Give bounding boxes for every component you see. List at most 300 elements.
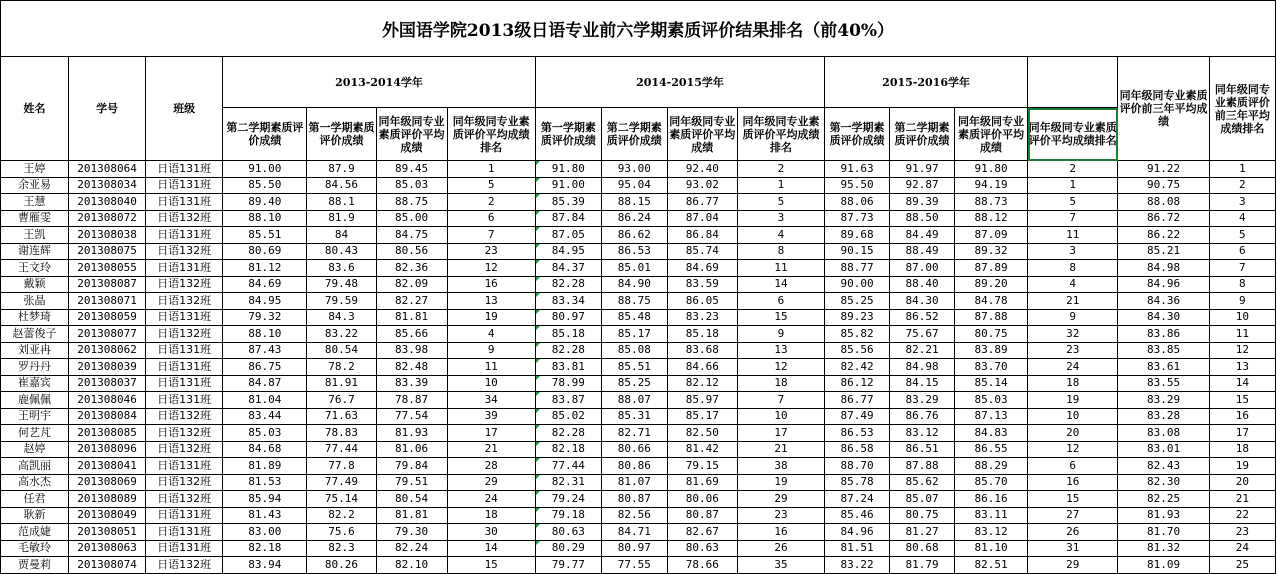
cell-y2-avg[interactable]: 78.66 bbox=[667, 557, 737, 574]
cell-y2-avg[interactable]: 81.69 bbox=[667, 474, 737, 491]
cell-y2-rank[interactable]: 1 bbox=[737, 177, 824, 194]
cell-y2-avg[interactable]: 86.84 bbox=[667, 227, 737, 244]
cell-y1-avg[interactable]: 82.24 bbox=[376, 540, 447, 557]
cell-y2-rank[interactable]: 38 bbox=[737, 458, 824, 475]
cell-y3-rank[interactable]: 5 bbox=[1028, 194, 1118, 211]
cell-y3-sem1[interactable]: 84.96 bbox=[825, 524, 890, 541]
cell-y2-sem1[interactable]: 82.28 bbox=[535, 342, 601, 359]
cell-y2-sem1[interactable]: 85.02 bbox=[535, 408, 601, 425]
cell-y2-rank[interactable]: 13 bbox=[737, 342, 824, 359]
cell-y1-sem1[interactable]: 83.22 bbox=[307, 326, 376, 343]
cell-three-year-rank[interactable]: 6 bbox=[1209, 243, 1275, 260]
cell-y2-sem2[interactable]: 84.71 bbox=[601, 524, 667, 541]
cell-name[interactable]: 鹿佩佩 bbox=[1, 392, 69, 409]
cell-three-year-rank[interactable]: 17 bbox=[1209, 425, 1275, 442]
cell-y2-sem1[interactable]: 77.44 bbox=[535, 458, 601, 475]
cell-y2-sem1[interactable]: 84.95 bbox=[535, 243, 601, 260]
cell-y3-sem1[interactable]: 87.73 bbox=[825, 210, 890, 227]
cell-y3-avg[interactable]: 87.09 bbox=[955, 227, 1028, 244]
cell-y3-sem2[interactable]: 87.88 bbox=[890, 458, 955, 475]
cell-student-id[interactable]: 201308063 bbox=[69, 540, 146, 557]
cell-y3-sem1[interactable]: 85.46 bbox=[825, 507, 890, 524]
cell-y3-sem1[interactable]: 85.25 bbox=[825, 293, 890, 310]
cell-y2-sem1[interactable]: 85.39 bbox=[535, 194, 601, 211]
cell-three-year-rank[interactable]: 8 bbox=[1209, 276, 1275, 293]
header-y1-col1[interactable]: 第二学期素质评价成绩 bbox=[223, 108, 307, 161]
cell-y3-avg[interactable]: 94.19 bbox=[955, 177, 1028, 194]
cell-student-id[interactable]: 201308069 bbox=[69, 474, 146, 491]
cell-name[interactable]: 余亚易 bbox=[1, 177, 69, 194]
cell-y2-sem2[interactable]: 80.97 bbox=[601, 540, 667, 557]
cell-y1-avg[interactable]: 82.09 bbox=[376, 276, 447, 293]
cell-y3-sem2[interactable]: 88.40 bbox=[890, 276, 955, 293]
cell-class[interactable]: 日语132班 bbox=[146, 243, 223, 260]
cell-y1-rank[interactable]: 19 bbox=[447, 309, 535, 326]
cell-class[interactable]: 日语131班 bbox=[146, 161, 223, 178]
cell-three-year-avg[interactable]: 81.93 bbox=[1118, 507, 1209, 524]
cell-y1-sem2[interactable]: 81.89 bbox=[223, 458, 307, 475]
cell-y3-avg[interactable]: 83.11 bbox=[955, 507, 1028, 524]
cell-y2-avg[interactable]: 85.17 bbox=[667, 408, 737, 425]
cell-y3-avg[interactable]: 91.80 bbox=[955, 161, 1028, 178]
cell-y3-avg[interactable]: 88.73 bbox=[955, 194, 1028, 211]
cell-y2-rank[interactable]: 7 bbox=[737, 392, 824, 409]
cell-y1-rank[interactable]: 10 bbox=[447, 375, 535, 392]
cell-y1-rank[interactable]: 39 bbox=[447, 408, 535, 425]
cell-student-id[interactable]: 201308096 bbox=[69, 441, 146, 458]
cell-y1-sem1[interactable]: 82.3 bbox=[307, 540, 376, 557]
cell-y1-sem1[interactable]: 81.9 bbox=[307, 210, 376, 227]
cell-y2-sem1[interactable]: 79.18 bbox=[535, 507, 601, 524]
cell-y2-rank[interactable]: 23 bbox=[737, 507, 824, 524]
cell-class[interactable]: 日语132班 bbox=[146, 491, 223, 508]
cell-y1-rank[interactable]: 24 bbox=[447, 491, 535, 508]
cell-y1-avg[interactable]: 82.27 bbox=[376, 293, 447, 310]
cell-y3-rank[interactable]: 3 bbox=[1028, 243, 1118, 260]
cell-student-id[interactable]: 201308072 bbox=[69, 210, 146, 227]
cell-y1-sem1[interactable]: 80.26 bbox=[307, 557, 376, 574]
cell-y1-sem2[interactable]: 81.53 bbox=[223, 474, 307, 491]
cell-y1-rank[interactable]: 14 bbox=[447, 540, 535, 557]
cell-y2-avg[interactable]: 82.67 bbox=[667, 524, 737, 541]
cell-y3-avg[interactable]: 83.12 bbox=[955, 524, 1028, 541]
cell-y3-avg[interactable]: 83.89 bbox=[955, 342, 1028, 359]
cell-name[interactable]: 刘亚冉 bbox=[1, 342, 69, 359]
cell-y1-sem2[interactable]: 85.50 bbox=[223, 177, 307, 194]
cell-y3-rank[interactable]: 19 bbox=[1028, 392, 1118, 409]
cell-y3-sem2[interactable]: 83.29 bbox=[890, 392, 955, 409]
cell-three-year-rank[interactable]: 11 bbox=[1209, 326, 1275, 343]
cell-y2-sem1[interactable]: 84.37 bbox=[535, 260, 601, 277]
cell-student-id[interactable]: 201308071 bbox=[69, 293, 146, 310]
header-y1-col2[interactable]: 第一学期素质评价成绩 bbox=[307, 108, 376, 161]
cell-y2-avg[interactable]: 83.23 bbox=[667, 309, 737, 326]
cell-y3-rank[interactable]: 6 bbox=[1028, 458, 1118, 475]
cell-y3-sem2[interactable]: 84.30 bbox=[890, 293, 955, 310]
cell-y2-sem1[interactable]: 82.18 bbox=[535, 441, 601, 458]
cell-y2-rank[interactable]: 16 bbox=[737, 524, 824, 541]
cell-three-year-rank[interactable]: 5 bbox=[1209, 227, 1275, 244]
cell-three-year-avg[interactable]: 84.96 bbox=[1118, 276, 1209, 293]
cell-y3-rank[interactable]: 31 bbox=[1028, 540, 1118, 557]
cell-y1-rank[interactable]: 7 bbox=[447, 227, 535, 244]
cell-y2-sem2[interactable]: 88.07 bbox=[601, 392, 667, 409]
cell-name[interactable]: 范成婕 bbox=[1, 524, 69, 541]
cell-y3-sem1[interactable]: 91.63 bbox=[825, 161, 890, 178]
header-y3-col1[interactable]: 第一学期素质评价成绩 bbox=[825, 108, 890, 161]
cell-y3-sem1[interactable]: 85.78 bbox=[825, 474, 890, 491]
cell-y3-avg[interactable]: 85.03 bbox=[955, 392, 1028, 409]
cell-y1-sem1[interactable]: 84.3 bbox=[307, 309, 376, 326]
cell-y2-avg[interactable]: 86.77 bbox=[667, 194, 737, 211]
cell-class[interactable]: 日语131班 bbox=[146, 540, 223, 557]
cell-y3-sem2[interactable]: 82.21 bbox=[890, 342, 955, 359]
cell-student-id[interactable]: 201308074 bbox=[69, 557, 146, 574]
cell-y1-sem1[interactable]: 77.44 bbox=[307, 441, 376, 458]
cell-y3-rank[interactable]: 11 bbox=[1028, 227, 1118, 244]
cell-name[interactable]: 何艺芃 bbox=[1, 425, 69, 442]
cell-y3-sem2[interactable]: 86.76 bbox=[890, 408, 955, 425]
cell-y2-rank[interactable]: 26 bbox=[737, 540, 824, 557]
cell-name[interactable]: 崔嘉宾 bbox=[1, 375, 69, 392]
cell-y2-avg[interactable]: 93.02 bbox=[667, 177, 737, 194]
cell-three-year-avg[interactable]: 84.30 bbox=[1118, 309, 1209, 326]
cell-y3-sem1[interactable]: 85.56 bbox=[825, 342, 890, 359]
cell-y2-sem2[interactable]: 80.66 bbox=[601, 441, 667, 458]
cell-y2-avg[interactable]: 80.63 bbox=[667, 540, 737, 557]
cell-name[interactable]: 曹雁雯 bbox=[1, 210, 69, 227]
cell-y2-sem1[interactable]: 79.77 bbox=[535, 557, 601, 574]
cell-y2-rank[interactable]: 35 bbox=[737, 557, 824, 574]
cell-y3-sem1[interactable]: 88.77 bbox=[825, 260, 890, 277]
header-empty-cell[interactable] bbox=[1028, 57, 1118, 108]
header-three-year-average[interactable]: 同年级同专业素质评价前三年平均成绩 bbox=[1118, 57, 1209, 161]
cell-three-year-avg[interactable]: 86.22 bbox=[1118, 227, 1209, 244]
cell-y1-sem2[interactable]: 87.43 bbox=[223, 342, 307, 359]
cell-three-year-avg[interactable]: 83.01 bbox=[1118, 441, 1209, 458]
cell-y2-sem1[interactable]: 82.31 bbox=[535, 474, 601, 491]
cell-y3-rank[interactable]: 1 bbox=[1028, 177, 1118, 194]
cell-y2-rank[interactable]: 21 bbox=[737, 441, 824, 458]
cell-y2-sem2[interactable]: 86.53 bbox=[601, 243, 667, 260]
cell-y2-sem1[interactable]: 83.81 bbox=[535, 359, 601, 376]
cell-name[interactable]: 罗丹丹 bbox=[1, 359, 69, 376]
cell-class[interactable]: 日语132班 bbox=[146, 474, 223, 491]
cell-three-year-rank[interactable]: 2 bbox=[1209, 177, 1275, 194]
cell-y3-rank[interactable]: 27 bbox=[1028, 507, 1118, 524]
cell-name[interactable]: 王明宇 bbox=[1, 408, 69, 425]
cell-y1-rank[interactable]: 12 bbox=[447, 260, 535, 277]
cell-y1-sem2[interactable]: 82.18 bbox=[223, 540, 307, 557]
cell-y2-sem1[interactable]: 87.84 bbox=[535, 210, 601, 227]
cell-y1-rank[interactable]: 13 bbox=[447, 293, 535, 310]
cell-y1-rank[interactable]: 9 bbox=[447, 342, 535, 359]
cell-y2-sem1[interactable]: 79.24 bbox=[535, 491, 601, 508]
cell-y1-avg[interactable]: 88.75 bbox=[376, 194, 447, 211]
cell-student-id[interactable]: 201308055 bbox=[69, 260, 146, 277]
cell-y1-rank[interactable]: 5 bbox=[447, 177, 535, 194]
cell-y3-sem1[interactable]: 88.06 bbox=[825, 194, 890, 211]
cell-name[interactable]: 戴颖 bbox=[1, 276, 69, 293]
cell-class[interactable]: 日语131班 bbox=[146, 177, 223, 194]
header-three-year-rank[interactable]: 同年级同专业素质评价前三年平均成绩排名 bbox=[1209, 57, 1275, 161]
cell-y2-avg[interactable]: 85.18 bbox=[667, 326, 737, 343]
cell-y2-rank[interactable]: 19 bbox=[737, 474, 824, 491]
cell-three-year-avg[interactable]: 82.25 bbox=[1118, 491, 1209, 508]
cell-y2-sem2[interactable]: 88.75 bbox=[601, 293, 667, 310]
cell-class[interactable]: 日语131班 bbox=[146, 227, 223, 244]
cell-three-year-rank[interactable]: 23 bbox=[1209, 524, 1275, 541]
cell-y1-sem2[interactable]: 84.69 bbox=[223, 276, 307, 293]
cell-three-year-avg[interactable]: 85.21 bbox=[1118, 243, 1209, 260]
cell-y2-sem2[interactable]: 77.55 bbox=[601, 557, 667, 574]
cell-y3-sem2[interactable]: 89.39 bbox=[890, 194, 955, 211]
cell-y2-sem2[interactable]: 95.04 bbox=[601, 177, 667, 194]
cell-y3-sem2[interactable]: 81.79 bbox=[890, 557, 955, 574]
cell-y3-rank[interactable]: 24 bbox=[1028, 359, 1118, 376]
cell-y1-sem1[interactable]: 87.9 bbox=[307, 161, 376, 178]
cell-name[interactable]: 杜梦琦 bbox=[1, 309, 69, 326]
cell-y1-sem1[interactable]: 84.56 bbox=[307, 177, 376, 194]
cell-y2-sem2[interactable]: 85.01 bbox=[601, 260, 667, 277]
cell-name[interactable]: 任君 bbox=[1, 491, 69, 508]
cell-y2-avg[interactable]: 85.74 bbox=[667, 243, 737, 260]
cell-class[interactable]: 日语131班 bbox=[146, 375, 223, 392]
cell-y3-rank[interactable]: 26 bbox=[1028, 524, 1118, 541]
cell-y1-avg[interactable]: 80.54 bbox=[376, 491, 447, 508]
cell-y3-avg[interactable]: 87.13 bbox=[955, 408, 1028, 425]
header-year-2015-2016[interactable]: 2015-2016学年 bbox=[825, 57, 1028, 108]
cell-three-year-avg[interactable]: 81.32 bbox=[1118, 540, 1209, 557]
cell-y2-sem2[interactable]: 86.62 bbox=[601, 227, 667, 244]
cell-y1-avg[interactable]: 81.06 bbox=[376, 441, 447, 458]
cell-y3-avg[interactable]: 80.75 bbox=[955, 326, 1028, 343]
header-y3-col4-selected-cell[interactable]: 同年级同专业素质评价平均成绩排名 bbox=[1028, 108, 1118, 161]
cell-y3-rank[interactable]: 16 bbox=[1028, 474, 1118, 491]
cell-y3-rank[interactable]: 23 bbox=[1028, 342, 1118, 359]
cell-student-id[interactable]: 201308087 bbox=[69, 276, 146, 293]
cell-y3-avg[interactable]: 84.78 bbox=[955, 293, 1028, 310]
cell-y3-rank[interactable]: 10 bbox=[1028, 408, 1118, 425]
cell-y2-sem1[interactable]: 82.28 bbox=[535, 425, 601, 442]
cell-y1-avg[interactable]: 85.03 bbox=[376, 177, 447, 194]
cell-y1-sem2[interactable]: 89.40 bbox=[223, 194, 307, 211]
cell-y1-rank[interactable]: 34 bbox=[447, 392, 535, 409]
cell-y3-avg[interactable]: 86.16 bbox=[955, 491, 1028, 508]
cell-y3-rank[interactable]: 32 bbox=[1028, 326, 1118, 343]
cell-y2-avg[interactable]: 84.69 bbox=[667, 260, 737, 277]
cell-y1-sem1[interactable]: 82.2 bbox=[307, 507, 376, 524]
cell-student-id[interactable]: 201308051 bbox=[69, 524, 146, 541]
cell-y2-sem1[interactable]: 82.28 bbox=[535, 276, 601, 293]
cell-y1-sem2[interactable]: 88.10 bbox=[223, 326, 307, 343]
cell-y3-rank[interactable]: 9 bbox=[1028, 309, 1118, 326]
cell-y3-sem2[interactable]: 85.07 bbox=[890, 491, 955, 508]
cell-y2-rank[interactable]: 18 bbox=[737, 375, 824, 392]
cell-y1-rank[interactable]: 15 bbox=[447, 557, 535, 574]
cell-three-year-rank[interactable]: 7 bbox=[1209, 260, 1275, 277]
cell-student-id[interactable]: 201308046 bbox=[69, 392, 146, 409]
cell-student-id[interactable]: 201308064 bbox=[69, 161, 146, 178]
cell-y2-avg[interactable]: 80.87 bbox=[667, 507, 737, 524]
cell-y3-avg[interactable]: 85.70 bbox=[955, 474, 1028, 491]
cell-y2-avg[interactable]: 79.15 bbox=[667, 458, 737, 475]
cell-y1-sem2[interactable]: 84.87 bbox=[223, 375, 307, 392]
cell-y3-sem1[interactable]: 95.50 bbox=[825, 177, 890, 194]
cell-y3-sem2[interactable]: 87.00 bbox=[890, 260, 955, 277]
cell-y2-sem2[interactable]: 85.17 bbox=[601, 326, 667, 343]
cell-y3-rank[interactable]: 7 bbox=[1028, 210, 1118, 227]
cell-y2-sem1[interactable]: 83.87 bbox=[535, 392, 601, 409]
cell-y3-avg[interactable]: 86.55 bbox=[955, 441, 1028, 458]
cell-name[interactable]: 赵婷 bbox=[1, 441, 69, 458]
cell-y1-sem1[interactable]: 77.8 bbox=[307, 458, 376, 475]
cell-y3-sem1[interactable]: 86.58 bbox=[825, 441, 890, 458]
cell-y2-avg[interactable]: 80.06 bbox=[667, 491, 737, 508]
cell-y1-rank[interactable]: 17 bbox=[447, 425, 535, 442]
cell-student-id[interactable]: 201308049 bbox=[69, 507, 146, 524]
cell-y1-sem1[interactable]: 79.48 bbox=[307, 276, 376, 293]
cell-y2-sem1[interactable]: 87.05 bbox=[535, 227, 601, 244]
cell-student-id[interactable]: 201308041 bbox=[69, 458, 146, 475]
cell-class[interactable]: 日语131班 bbox=[146, 359, 223, 376]
cell-y1-sem1[interactable]: 71.63 bbox=[307, 408, 376, 425]
cell-three-year-rank[interactable]: 16 bbox=[1209, 408, 1275, 425]
cell-three-year-rank[interactable]: 14 bbox=[1209, 375, 1275, 392]
cell-three-year-avg[interactable]: 83.29 bbox=[1118, 392, 1209, 409]
cell-y1-sem2[interactable]: 85.94 bbox=[223, 491, 307, 508]
cell-student-id[interactable]: 201308039 bbox=[69, 359, 146, 376]
cell-student-id[interactable]: 201308059 bbox=[69, 309, 146, 326]
cell-y2-rank[interactable]: 10 bbox=[737, 408, 824, 425]
cell-name[interactable]: 王凯 bbox=[1, 227, 69, 244]
cell-y2-avg[interactable]: 83.59 bbox=[667, 276, 737, 293]
cell-three-year-rank[interactable]: 18 bbox=[1209, 441, 1275, 458]
cell-y2-avg[interactable]: 87.04 bbox=[667, 210, 737, 227]
cell-name[interactable]: 王慧 bbox=[1, 194, 69, 211]
cell-y3-rank[interactable]: 12 bbox=[1028, 441, 1118, 458]
cell-y1-sem1[interactable]: 75.14 bbox=[307, 491, 376, 508]
cell-y3-avg[interactable]: 87.88 bbox=[955, 309, 1028, 326]
cell-y2-sem1[interactable]: 78.99 bbox=[535, 375, 601, 392]
cell-y1-sem1[interactable]: 78.83 bbox=[307, 425, 376, 442]
cell-y1-sem1[interactable]: 84 bbox=[307, 227, 376, 244]
cell-y3-sem2[interactable]: 85.62 bbox=[890, 474, 955, 491]
cell-y2-avg[interactable]: 82.50 bbox=[667, 425, 737, 442]
cell-y2-sem2[interactable]: 84.90 bbox=[601, 276, 667, 293]
header-y2-col4[interactable]: 同年级同专业素质评价平均成绩排名 bbox=[737, 108, 824, 161]
cell-y3-sem1[interactable]: 86.77 bbox=[825, 392, 890, 409]
header-student-id[interactable]: 学号 bbox=[69, 57, 146, 161]
cell-y2-rank[interactable]: 17 bbox=[737, 425, 824, 442]
cell-y1-sem1[interactable]: 83.6 bbox=[307, 260, 376, 277]
cell-name[interactable]: 贾曼莉 bbox=[1, 557, 69, 574]
cell-y2-sem2[interactable]: 80.87 bbox=[601, 491, 667, 508]
cell-y2-rank[interactable]: 9 bbox=[737, 326, 824, 343]
cell-name[interactable]: 谢连辉 bbox=[1, 243, 69, 260]
cell-y2-sem1[interactable]: 85.18 bbox=[535, 326, 601, 343]
cell-student-id[interactable]: 201308077 bbox=[69, 326, 146, 343]
cell-y1-sem1[interactable]: 77.49 bbox=[307, 474, 376, 491]
cell-name[interactable]: 高凯丽 bbox=[1, 458, 69, 475]
cell-y1-rank[interactable]: 29 bbox=[447, 474, 535, 491]
cell-three-year-rank[interactable]: 9 bbox=[1209, 293, 1275, 310]
cell-y3-sem1[interactable]: 85.82 bbox=[825, 326, 890, 343]
cell-y1-sem1[interactable]: 80.54 bbox=[307, 342, 376, 359]
cell-three-year-avg[interactable]: 83.55 bbox=[1118, 375, 1209, 392]
cell-y2-rank[interactable]: 2 bbox=[737, 161, 824, 178]
cell-student-id[interactable]: 201308038 bbox=[69, 227, 146, 244]
cell-y1-avg[interactable]: 79.51 bbox=[376, 474, 447, 491]
cell-y1-rank[interactable]: 2 bbox=[447, 194, 535, 211]
cell-y2-avg[interactable]: 86.05 bbox=[667, 293, 737, 310]
cell-y1-rank[interactable]: 28 bbox=[447, 458, 535, 475]
cell-class[interactable]: 日语132班 bbox=[146, 441, 223, 458]
cell-y3-avg[interactable]: 89.32 bbox=[955, 243, 1028, 260]
cell-y2-rank[interactable]: 14 bbox=[737, 276, 824, 293]
cell-y3-sem2[interactable]: 84.15 bbox=[890, 375, 955, 392]
cell-y3-sem1[interactable]: 83.22 bbox=[825, 557, 890, 574]
cell-three-year-rank[interactable]: 20 bbox=[1209, 474, 1275, 491]
cell-y1-rank[interactable]: 1 bbox=[447, 161, 535, 178]
cell-three-year-rank[interactable]: 21 bbox=[1209, 491, 1275, 508]
cell-student-id[interactable]: 201308084 bbox=[69, 408, 146, 425]
cell-y1-avg[interactable]: 78.87 bbox=[376, 392, 447, 409]
cell-y2-rank[interactable]: 29 bbox=[737, 491, 824, 508]
cell-y3-sem1[interactable]: 87.49 bbox=[825, 408, 890, 425]
cell-y2-sem1[interactable]: 91.00 bbox=[535, 177, 601, 194]
cell-y3-sem1[interactable]: 88.70 bbox=[825, 458, 890, 475]
cell-y3-sem1[interactable]: 89.23 bbox=[825, 309, 890, 326]
cell-three-year-avg[interactable]: 83.86 bbox=[1118, 326, 1209, 343]
header-y1-col4[interactable]: 同年级同专业素质评价平均成绩排名 bbox=[447, 108, 535, 161]
cell-student-id[interactable]: 201308085 bbox=[69, 425, 146, 442]
cell-y1-sem2[interactable]: 81.43 bbox=[223, 507, 307, 524]
cell-y3-sem2[interactable]: 84.98 bbox=[890, 359, 955, 376]
cell-three-year-rank[interactable]: 15 bbox=[1209, 392, 1275, 409]
cell-y2-sem2[interactable]: 86.24 bbox=[601, 210, 667, 227]
cell-three-year-rank[interactable]: 1 bbox=[1209, 161, 1275, 178]
cell-y2-sem1[interactable]: 80.29 bbox=[535, 540, 601, 557]
cell-y3-rank[interactable]: 29 bbox=[1028, 557, 1118, 574]
cell-y1-avg[interactable]: 79.84 bbox=[376, 458, 447, 475]
header-year-2013-2014[interactable]: 2013-2014学年 bbox=[223, 57, 536, 108]
cell-y1-rank[interactable]: 4 bbox=[447, 326, 535, 343]
cell-class[interactable]: 日语132班 bbox=[146, 425, 223, 442]
cell-y2-sem1[interactable]: 80.63 bbox=[535, 524, 601, 541]
cell-three-year-rank[interactable]: 24 bbox=[1209, 540, 1275, 557]
cell-y3-sem1[interactable]: 82.42 bbox=[825, 359, 890, 376]
cell-three-year-rank[interactable]: 22 bbox=[1209, 507, 1275, 524]
cell-y1-sem2[interactable]: 83.00 bbox=[223, 524, 307, 541]
cell-y1-avg[interactable]: 82.10 bbox=[376, 557, 447, 574]
cell-y1-avg[interactable]: 85.66 bbox=[376, 326, 447, 343]
cell-y1-sem2[interactable]: 83.44 bbox=[223, 408, 307, 425]
cell-y2-sem2[interactable]: 93.00 bbox=[601, 161, 667, 178]
cell-three-year-avg[interactable]: 81.70 bbox=[1118, 524, 1209, 541]
cell-y2-rank[interactable]: 12 bbox=[737, 359, 824, 376]
cell-class[interactable]: 日语131班 bbox=[146, 458, 223, 475]
cell-three-year-avg[interactable]: 83.85 bbox=[1118, 342, 1209, 359]
cell-class[interactable]: 日语131班 bbox=[146, 392, 223, 409]
cell-y1-avg[interactable]: 81.81 bbox=[376, 507, 447, 524]
cell-y1-sem2[interactable]: 86.75 bbox=[223, 359, 307, 376]
cell-y1-sem2[interactable]: 84.68 bbox=[223, 441, 307, 458]
cell-y1-avg[interactable]: 82.48 bbox=[376, 359, 447, 376]
cell-y1-rank[interactable]: 21 bbox=[447, 441, 535, 458]
cell-y1-sem1[interactable]: 78.2 bbox=[307, 359, 376, 376]
cell-y1-sem1[interactable]: 81.91 bbox=[307, 375, 376, 392]
